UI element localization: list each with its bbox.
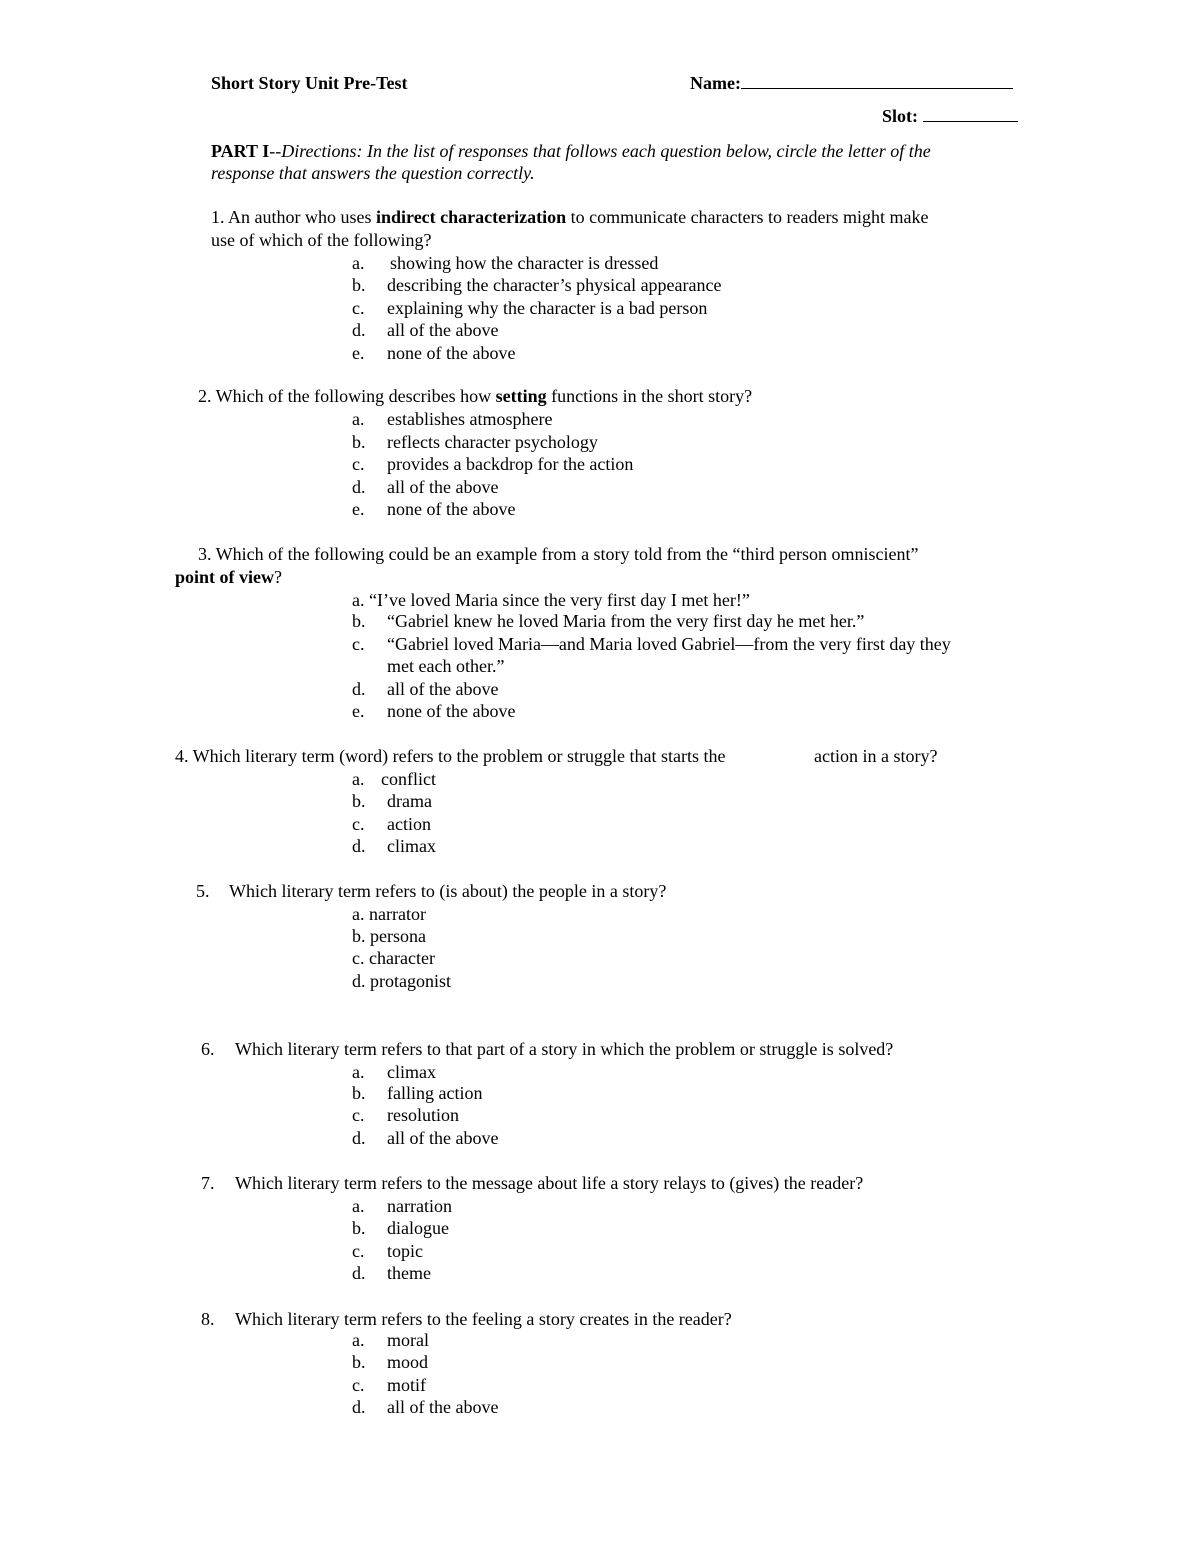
part1-directions [211,140,931,162]
worksheet-title: Short Story Unit Pre-Test [211,73,408,93]
question-5-number: 5. [196,881,210,901]
name-field [690,72,1013,94]
question-6-text: Which literary term refers to that part of a story in which the problem or struggle is solved? [235,1039,894,1059]
question-3-text: 3. Which of the following could be an example from a story told from the “third person omniscient” [198,544,919,564]
part1-dashes: -- [269,141,282,161]
question-8-number: 8. [201,1309,215,1329]
slot-blank-line [923,105,1018,122]
option-3a: a. “I’ve loved Maria since the very first day I met her!” [352,590,750,610]
term-setting: setting [495,386,547,406]
slot-label: Slot: [882,106,918,126]
question-4-text-end: action in a story? [814,746,938,766]
question-8-text: Which literary term refers to the feeling a story creates in the reader? [235,1309,732,1329]
question-1-text: 1. An author who uses indirect characterization to communicate characters to readers might make [211,207,929,227]
directions-line1: Directions: In the list of responses that follows each question below, circle the letter of the [281,141,931,161]
name-label: Name: [690,73,741,93]
worksheet-page: Short Story Unit Pre-Test Name: Slot: PART I--Directions: In the list of responses that follows each question below, circle the letter of the response that answers the question correctly. 1. An author who uses indirect characterization to communicate characters to readers might make use of which of the following? a. showing how the character is dressed b. describing the character’s physical appearance c. explaining why the character is a bad person d. all of the above e. none of the above 2. Which of the following describes how setting functions in the short story? a. establishes atmosphere b. reflects character psychology c. provides a backdrop for the action d. all of the above e. none of the above 3. Which of the following could be an example from a story told from the “third person omniscient” point of view? a. “I’ve loved Maria since the very first day I met her!” b. “Gabriel knew he loved Maria from the very first day he met her.” c. “Gabriel loved Maria—and Maria loved Gabriel—from the very first day they met each other.” d. all of the above e. none of the above 4. Which literary term (word) refers to the problem or struggle that starts the action in a story? a. conflict b. drama c. action d. climax 5. Which literary term refers to (is about) the people in a story? a. narrator b. persona c. character d. protagonist 6. Which literary term refers to that part of a story in which the problem or struggle is solved? a. climax b. falling action c. resolution d. all of the above 7. Which literary term refers to the message about life a story relays to (gives) the reader? a. narration b. dialogue c. topic d. theme 8. Which literary term refers to the feeling a story creates in the reader? a. moral b. mood c. motif d. all of the above [0,0,1200,1553]
term-indirect-characterization: indirect characterization [376,207,567,227]
option-5d: d. protagonist [352,971,451,991]
term-point-of-view: point of view [175,567,274,587]
question-7-text: Which literary term refers to the message about life a story relays to (gives) the reader? [235,1173,864,1193]
option-5b: b. persona [352,926,426,946]
option-5a: a. narrator [352,904,426,924]
question-3-text-line2: point of view? [175,567,282,587]
option-3c-line2: met each other.” [387,656,505,676]
question-1-text-line2: use of which of the following? [211,230,432,250]
directions-line2: response that answers the question correctly. [211,163,535,183]
question-6-number: 6. [201,1039,215,1059]
name-blank-line [741,72,1013,89]
question-5-text: Which literary term refers to (is about) the people in a story? [229,881,667,901]
slot-field [882,105,1018,127]
question-2-text: 2. Which of the following describes how setting functions in the short story? [198,386,753,406]
part1-label: PART I [211,141,270,161]
question-7-number: 7. [201,1173,215,1193]
question-4-text: 4. Which literary term (word) refers to the problem or struggle that starts the [175,746,726,766]
option-5c: c. character [352,948,435,968]
